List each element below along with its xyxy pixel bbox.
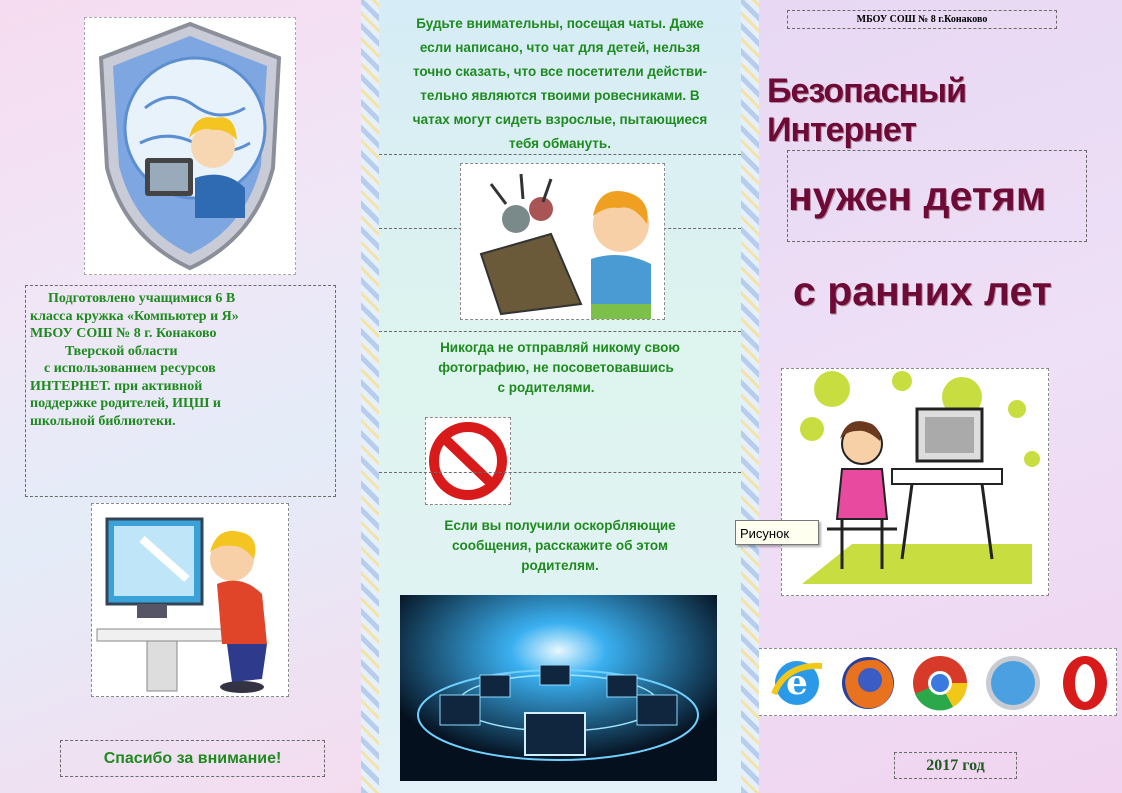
credits-line-8: школьной библиотеки. [30,413,176,429]
left-panel [0,0,363,793]
credits-box [25,285,336,497]
chat-warning-line-4: тельно являются твоими ровесниками. В [420,88,700,103]
chat-warning-box [379,8,741,155]
browser-icons-strip [759,648,1117,716]
credits-line-3: МБОУ СОШ № 8 г. Конаково [30,326,217,341]
credits-line-6: ИНТЕРНЕТ. при активной [30,378,203,394]
credits-line-2: класса кружка «Компьютер и Я» [30,308,239,324]
thanks-text: Спасибо за внимание! [103,750,282,767]
girl-computer-image[interactable] [781,368,1049,596]
title-line-1: Безопасный Интернет [767,72,966,149]
credits-line-1: Подготовлено учащимися 6 В [48,291,236,306]
insult-advice-line-1: Если вы получили оскорбляющие [444,518,676,533]
boy-laptop-monsters-image[interactable] [460,163,665,320]
prohibited-icon[interactable] [425,417,511,505]
dashed-rule-2 [379,331,741,332]
credits-line-5: с использованием ресурсов [44,361,216,376]
credits-line-4: Тверской области [65,343,178,359]
photo-warning-line-3: с родителями. [497,380,595,395]
title-line-3: с ранних лет [793,268,1052,314]
title-line-2: нужен детям [788,173,1047,219]
opera-icon[interactable] [1054,652,1116,714]
safari-icon[interactable] [982,652,1044,714]
shield-globe-image[interactable] [84,17,296,275]
chat-warning-line-6: тебя обмануть. [509,136,611,151]
fold-stripe-right [741,0,759,793]
chat-warning-line-5: чатах могут сидеть взрослые, пытающиеся [412,112,708,127]
right-panel [740,0,1122,793]
photo-warning-line-2: фотографию, не посоветовавшись [438,360,674,375]
boy-computer-image[interactable] [91,503,289,697]
internet-explorer-icon[interactable] [766,652,828,714]
chrome-icon[interactable] [909,652,971,714]
insult-advice-line-3: родителям. [521,558,599,573]
photo-warning-line-1: Никогда не отправляй никому свою [440,340,680,355]
school-box [787,10,1057,29]
year-text: 2017 год [926,757,985,774]
dashed-rule-3 [379,472,741,473]
insult-advice-line-2: сообщения, расскажите об этом [452,538,668,553]
chat-warning-line-1: Будьте внимательны, посещая чаты. Даже [416,16,704,31]
network-computers-image[interactable] [400,595,717,781]
firefox-icon[interactable] [837,652,899,714]
credits-line-7: поддержке родителей, ИЦШ и [30,396,221,411]
svg-text:e: e [786,663,808,703]
thanks-box [60,740,325,777]
school-name: МБОУ СОШ № 8 г.Конаково [856,14,988,25]
middle-panel [379,0,741,793]
title-box-2 [787,150,1087,242]
tooltip: Рисунок [735,520,819,545]
year-box [894,752,1017,779]
chat-warning-line-3: точно сказать, что все посетители действи- [412,64,708,79]
chat-warning-line-2: если написано, что чат для детей, нельзя [419,40,701,55]
